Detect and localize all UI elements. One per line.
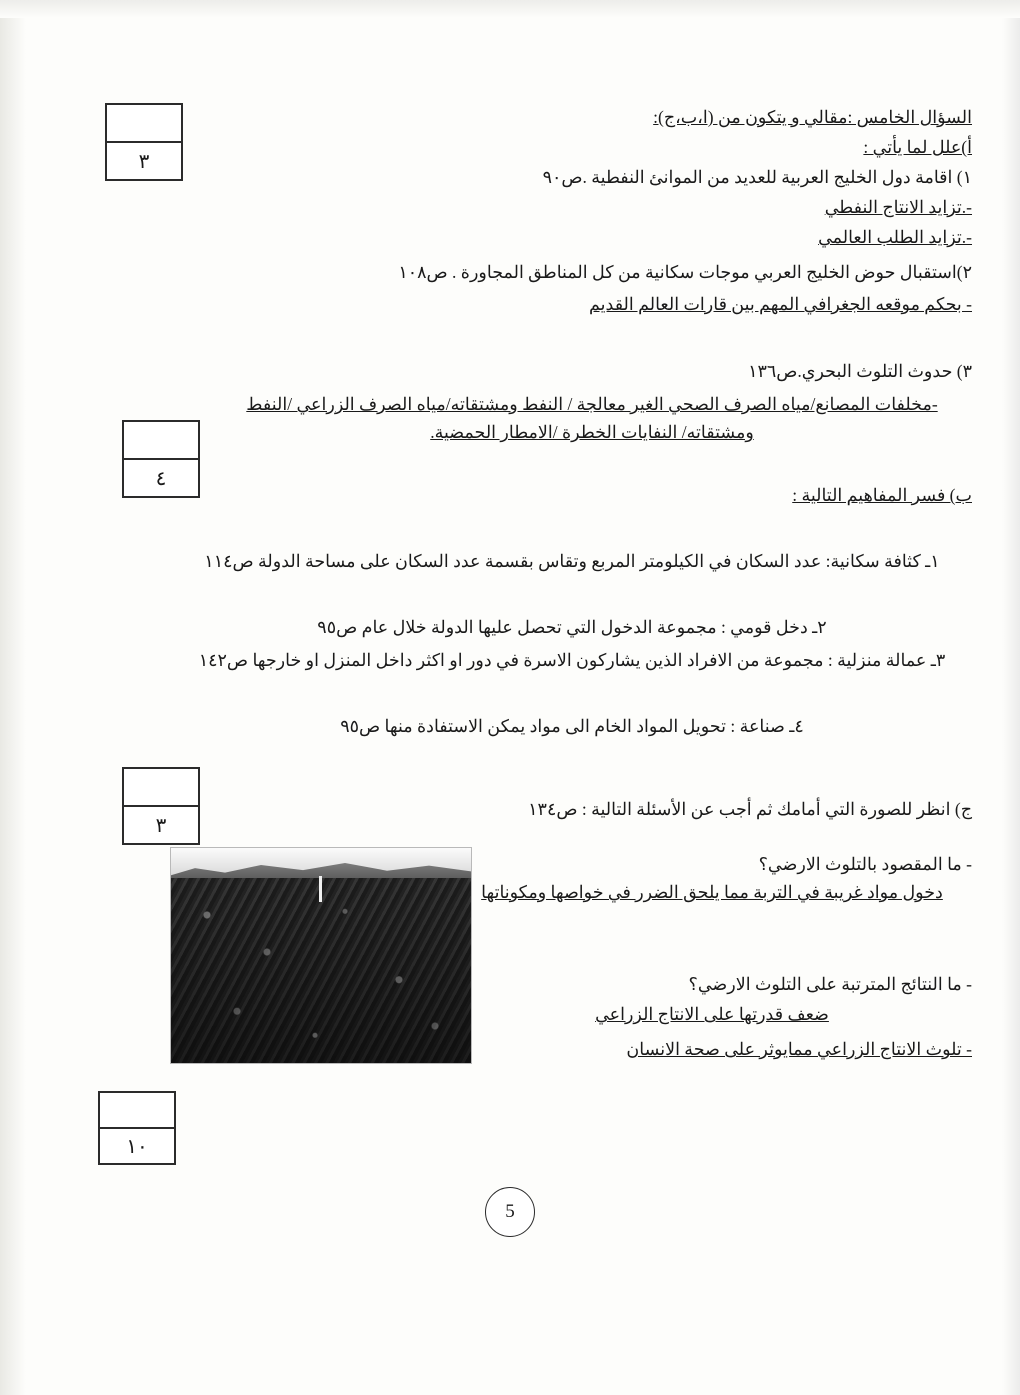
part-b-concept-2-text: ٢ـ دخل قومي : مجموعة الدخول التي تحصل عليها الدولة خلال عام ص٩٥ (317, 617, 827, 637)
part-a-item-1 (272, 163, 972, 191)
part-b-label (292, 481, 972, 509)
part-c-question-2-answer (452, 1000, 972, 1028)
part-a-item-3-answer (212, 390, 972, 447)
page-number-badge (485, 1187, 535, 1237)
part-c-label (232, 795, 972, 823)
part-c-question-1-answer (452, 878, 972, 906)
part-c-question-1 (452, 850, 972, 878)
part-b-concept-3-text: ٣ـ عمالة منزلية : مجموعة من الافراد الذين يشاركون الاسرة في دور او اكثر داخل المنزل او خارجها ص١٤٢ (198, 650, 946, 670)
mark-box-total (98, 1091, 176, 1165)
scan-edge-left (0, 0, 26, 1395)
part-c-question-1-text: - ما المقصود بالتلوث الارضي؟ (758, 854, 972, 874)
part-a-item-2-answer-text: - بحكم موقعه الجغرافي المهم بين قارات العالم القديم (589, 294, 972, 314)
part-a-item-2-text: ٢)استقبال حوض الخليج العربي موجات سكانية من كل المناطق المجاورة . ص١٠٨ (398, 262, 972, 282)
part-a-item-1-answer-2-text: -.تزايد الطلب العالمي (818, 227, 972, 247)
question5-heading-text: السؤال الخامس :مقالي و يتكون من (ا،ب،ج): (653, 107, 972, 127)
scan-edge-right (1002, 0, 1020, 1395)
part-a-item-2 (232, 258, 972, 286)
part-b-concept-4 (172, 712, 972, 740)
part-a-item-1-answer-1 (272, 193, 972, 221)
part-c-question-2-answer-text: ضعف قدرتها على الانتاج الزراعي (595, 1004, 829, 1024)
question5-heading (292, 103, 972, 131)
part-a-item-1-answer-1-text: -.تزايد الانتاج النفطي (824, 197, 972, 217)
mark-box-question5-b (122, 420, 200, 498)
part-c-question-2-text: - ما النتائج المترتبة على التلوث الارضي؟ (688, 974, 972, 994)
mark-box-value: ٤ (155, 467, 167, 490)
page-number-text: 5 (505, 1201, 515, 1222)
part-a-item-1-answer-2 (272, 223, 972, 251)
part-c-label-text: ج) انظر للصورة التي أمامك ثم أجب عن الأسئلة التالية : ص١٣٤ (528, 799, 972, 819)
mark-box-value: ٣ (138, 150, 150, 173)
mark-box-question5-c (122, 767, 200, 845)
soil-pollution-photo (170, 847, 472, 1064)
part-c-question-1-answer-text: دخول مواد غريبة في التربة مما يلحق الضرر في خواصها ومكوناتها (481, 882, 943, 902)
part-b-concept-1-text: ١ـ كثافة سكانية: عدد السكان في الكيلومتر المربع وتقاس بقسمة عدد السكان على مساحة الدولة ص١١٤ (204, 551, 940, 571)
part-b-concept-4-text: ٤ـ صناعة : تحويل المواد الخام الى مواد يمكن الاستفادة منها ص٩٥ (340, 716, 804, 736)
part-c-question-3-text: - تلوث الانتاج الزراعي ممايوثر على صحة الانسان (626, 1039, 972, 1059)
part-b-concept-2 (172, 613, 972, 641)
part-a-item-3-text: ٣) حدوث التلوث البحري.ص١٣٦ (748, 361, 972, 381)
part-a-label-text: أ)علل لما يأتي : (863, 137, 972, 157)
part-a-item-3 (372, 357, 972, 385)
part-c-question-2 (452, 970, 972, 998)
part-c-question-3 (412, 1035, 972, 1063)
part-a-item-1-text: ١) اقامة دول الخليج العربية للعديد من الموانئ النفطية .ص٩٠ (542, 167, 972, 187)
part-a-item-2-answer (232, 290, 972, 318)
photo-post (319, 876, 322, 902)
part-a-label (292, 133, 972, 161)
part-a-item-3-answer-text: -مخلفات المصانع/مياه الصرف الصحي الغير معالجة / النفط ومشتقاته/مياه الصرف الزراعي /النفط ومشتقاته/ النفايات الخطرة /الامطار الحمضية. (246, 394, 938, 443)
mark-box-value: ٣ (155, 814, 167, 837)
part-b-concept-3 (172, 646, 972, 674)
mark-box-question5-a (105, 103, 183, 181)
mark-box-value: ١٠ (126, 1135, 148, 1158)
part-b-concept-1 (172, 547, 972, 575)
part-b-label-text: ب) فسر المفاهيم التالية : (792, 485, 972, 505)
scan-edge-top (0, 0, 1020, 18)
